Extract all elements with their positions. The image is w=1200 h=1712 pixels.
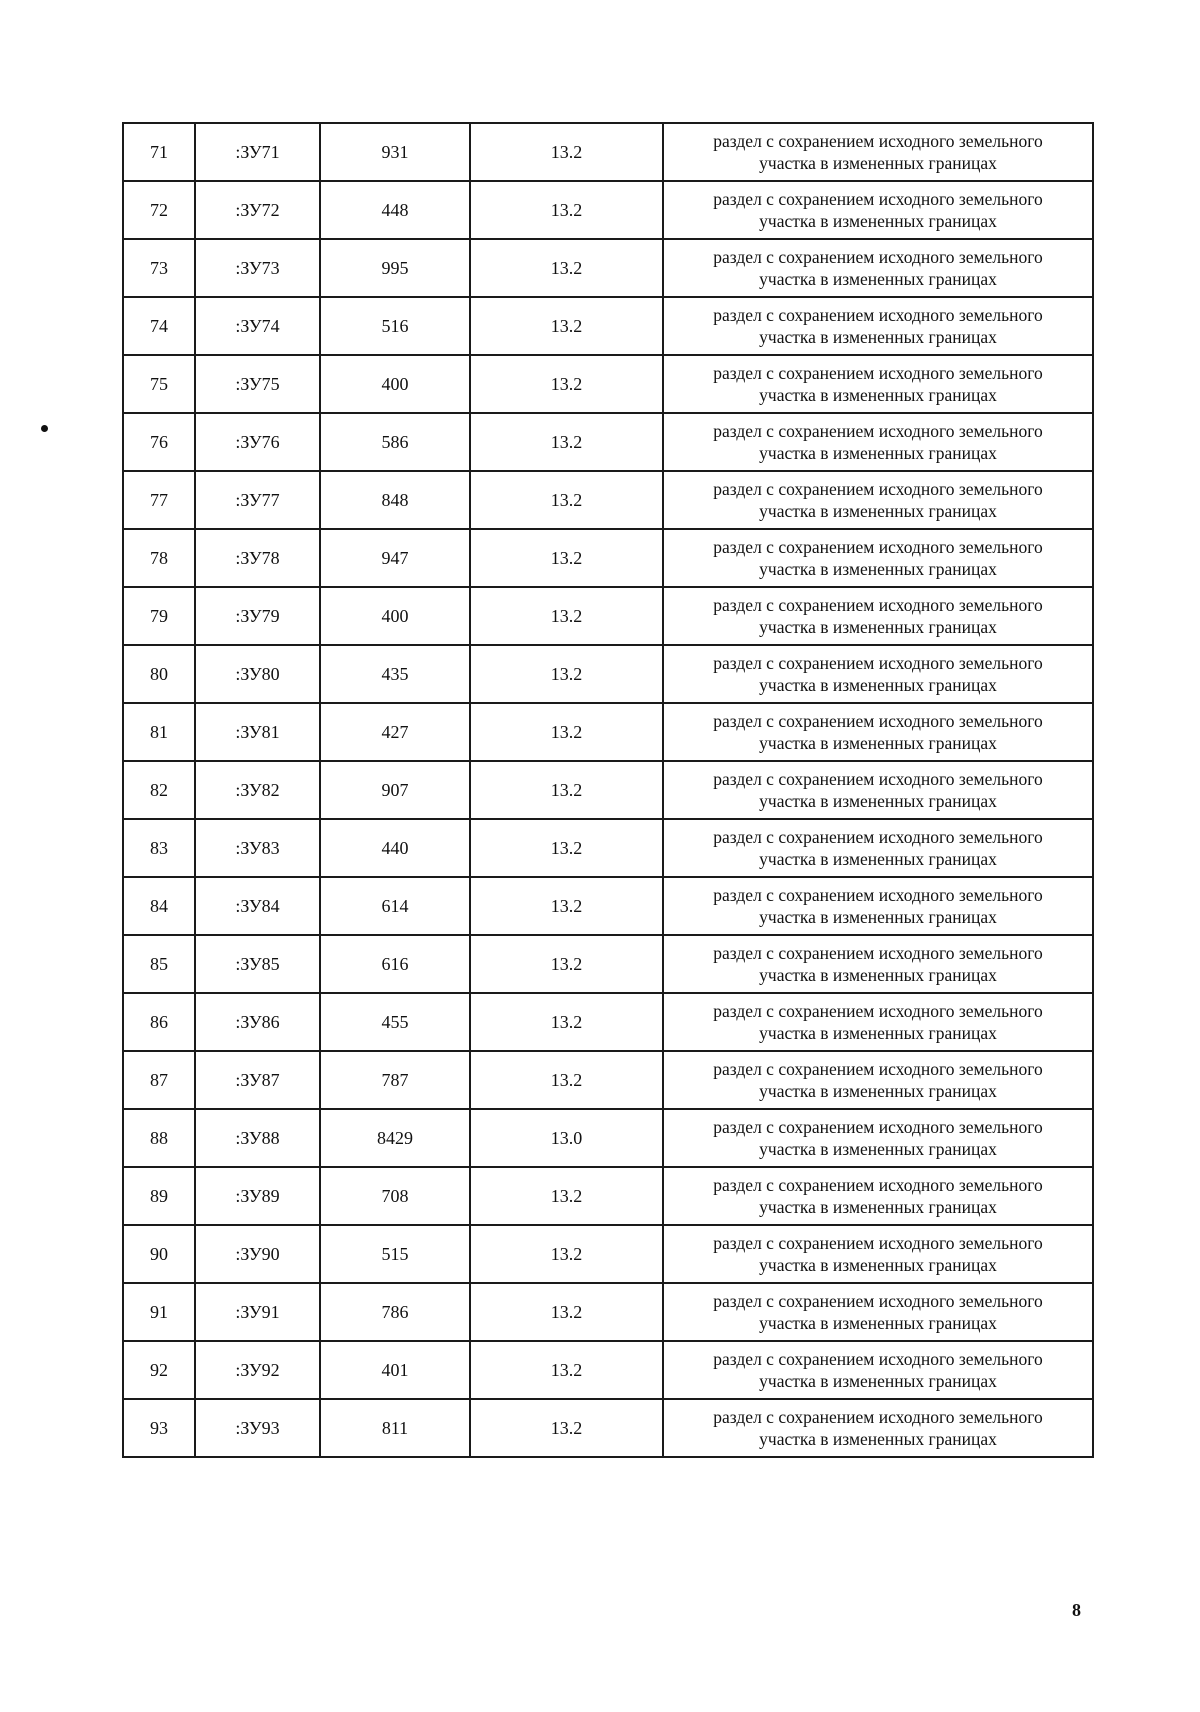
cell-area: 516	[320, 297, 470, 355]
cell-number: 85	[123, 935, 195, 993]
cell-number: 91	[123, 1283, 195, 1341]
description-line-1: раздел с сохранением исходного земельного	[713, 769, 1043, 789]
cell-description	[663, 1225, 1093, 1283]
table-row	[123, 1283, 1093, 1341]
description-line-2: участка в измененных границах	[759, 1255, 997, 1275]
description-line-2: участка в измененных границах	[759, 617, 997, 637]
cell-code: 13.2	[470, 471, 663, 529]
scan-mark	[41, 425, 48, 432]
cell-number: 74	[123, 297, 195, 355]
cell-plot-id: :ЗУ75	[195, 355, 320, 413]
description-line-2: участка в измененных границах	[759, 791, 997, 811]
description-line-2: участка в измененных границах	[759, 153, 997, 173]
description-line-1: раздел с сохранением исходного земельного	[713, 711, 1043, 731]
description-line-2: участка в измененных границах	[759, 1429, 997, 1449]
table-row	[123, 239, 1093, 297]
cell-description	[663, 413, 1093, 471]
cell-plot-id: :ЗУ77	[195, 471, 320, 529]
cell-code: 13.2	[470, 239, 663, 297]
cell-code: 13.2	[470, 703, 663, 761]
cell-number: 81	[123, 703, 195, 761]
cell-description	[663, 935, 1093, 993]
cell-area: 448	[320, 181, 470, 239]
cell-plot-id: :ЗУ86	[195, 993, 320, 1051]
cell-plot-id: :ЗУ87	[195, 1051, 320, 1109]
cell-code: 13.0	[470, 1109, 663, 1167]
table-row	[123, 1051, 1093, 1109]
cell-description	[663, 1109, 1093, 1167]
description-line-1: раздел с сохранением исходного земельного	[713, 189, 1043, 209]
cell-number: 80	[123, 645, 195, 703]
table-row	[123, 819, 1093, 877]
cell-area: 995	[320, 239, 470, 297]
description-line-1: раздел с сохранением исходного земельного	[713, 131, 1043, 151]
cell-area: 947	[320, 529, 470, 587]
cell-code: 13.2	[470, 1225, 663, 1283]
description-line-1: раздел с сохранением исходного земельного	[713, 943, 1043, 963]
description-line-1: раздел с сохранением исходного земельного	[713, 885, 1043, 905]
table-row	[123, 1109, 1093, 1167]
cell-plot-id: :ЗУ93	[195, 1399, 320, 1457]
cell-number: 90	[123, 1225, 195, 1283]
cell-code: 13.2	[470, 355, 663, 413]
description-line-2: участка в измененных границах	[759, 559, 997, 579]
page-number: 8	[1072, 1600, 1081, 1620]
cell-number: 75	[123, 355, 195, 413]
cell-area: 586	[320, 413, 470, 471]
cell-description	[663, 877, 1093, 935]
table-row	[123, 1225, 1093, 1283]
description-line-2: участка в измененных границах	[759, 1139, 997, 1159]
description-line-1: раздел с сохранением исходного земельного	[713, 653, 1043, 673]
description-line-1: раздел с сохранением исходного земельного	[713, 305, 1043, 325]
cell-plot-id: :ЗУ80	[195, 645, 320, 703]
description-line-2: участка в измененных границах	[759, 675, 997, 695]
cell-description	[663, 355, 1093, 413]
cell-plot-id: :ЗУ76	[195, 413, 320, 471]
cell-code: 13.2	[470, 297, 663, 355]
table-row	[123, 123, 1093, 181]
cell-description	[663, 703, 1093, 761]
cell-area: 787	[320, 1051, 470, 1109]
cell-description	[663, 297, 1093, 355]
description-line-2: участка в измененных границах	[759, 1023, 997, 1043]
cell-area: 786	[320, 1283, 470, 1341]
description-line-1: раздел с сохранением исходного земельного	[713, 1349, 1043, 1369]
cell-code: 13.2	[470, 1283, 663, 1341]
cell-code: 13.2	[470, 587, 663, 645]
cell-plot-id: :ЗУ81	[195, 703, 320, 761]
description-line-1: раздел с сохранением исходного земельного	[713, 537, 1043, 557]
cell-plot-id: :ЗУ83	[195, 819, 320, 877]
cell-area: 440	[320, 819, 470, 877]
description-line-2: участка в измененных границах	[759, 849, 997, 869]
cell-number: 79	[123, 587, 195, 645]
description-line-1: раздел с сохранением исходного земельного	[713, 421, 1043, 441]
description-line-2: участка в измененных границах	[759, 211, 997, 231]
cell-code: 13.2	[470, 413, 663, 471]
cell-plot-id: :ЗУ85	[195, 935, 320, 993]
cell-description	[663, 761, 1093, 819]
cell-description	[663, 181, 1093, 239]
cell-number: 71	[123, 123, 195, 181]
description-line-1: раздел с сохранением исходного земельного	[713, 363, 1043, 383]
cell-description	[663, 1283, 1093, 1341]
cell-description	[663, 1167, 1093, 1225]
cell-description	[663, 471, 1093, 529]
table-row	[123, 297, 1093, 355]
cell-number: 87	[123, 1051, 195, 1109]
cell-number: 88	[123, 1109, 195, 1167]
cell-code: 13.2	[470, 877, 663, 935]
description-line-1: раздел с сохранением исходного земельного	[713, 1407, 1043, 1427]
cell-number: 89	[123, 1167, 195, 1225]
cell-plot-id: :ЗУ73	[195, 239, 320, 297]
cell-code: 13.2	[470, 935, 663, 993]
table-row	[123, 471, 1093, 529]
cell-description	[663, 1051, 1093, 1109]
description-line-1: раздел с сохранением исходного земельного	[713, 1233, 1043, 1253]
cell-description	[663, 587, 1093, 645]
cell-plot-id: :ЗУ91	[195, 1283, 320, 1341]
cell-area: 515	[320, 1225, 470, 1283]
cell-description	[663, 123, 1093, 181]
description-line-2: участка в измененных границах	[759, 1081, 997, 1101]
table-row	[123, 645, 1093, 703]
cell-description	[663, 529, 1093, 587]
description-line-2: участка в измененных границах	[759, 1371, 997, 1391]
cell-number: 76	[123, 413, 195, 471]
cell-code: 13.2	[470, 181, 663, 239]
cell-plot-id: :ЗУ84	[195, 877, 320, 935]
description-line-2: участка в измененных границах	[759, 443, 997, 463]
cell-area: 435	[320, 645, 470, 703]
cell-number: 82	[123, 761, 195, 819]
cell-number: 84	[123, 877, 195, 935]
cell-plot-id: :ЗУ78	[195, 529, 320, 587]
cell-area: 401	[320, 1341, 470, 1399]
description-line-2: участка в измененных границах	[759, 965, 997, 985]
cell-code: 13.2	[470, 1051, 663, 1109]
cell-code: 13.2	[470, 529, 663, 587]
cell-code: 13.2	[470, 993, 663, 1051]
table-row	[123, 1341, 1093, 1399]
cell-description	[663, 993, 1093, 1051]
cell-plot-id: :ЗУ88	[195, 1109, 320, 1167]
cell-number: 93	[123, 1399, 195, 1457]
cell-area: 708	[320, 1167, 470, 1225]
description-line-1: раздел с сохранением исходного земельного	[713, 1175, 1043, 1195]
table-row	[123, 355, 1093, 413]
cell-area: 907	[320, 761, 470, 819]
description-line-2: участка в измененных границах	[759, 501, 997, 521]
description-line-2: участка в измененных границах	[759, 1197, 997, 1217]
table-row	[123, 1399, 1093, 1457]
cell-number: 77	[123, 471, 195, 529]
cell-number: 78	[123, 529, 195, 587]
table-row	[123, 413, 1093, 471]
description-line-1: раздел с сохранением исходного земельного	[713, 1117, 1043, 1137]
cell-plot-id: :ЗУ90	[195, 1225, 320, 1283]
table-body	[123, 123, 1093, 1457]
cell-number: 83	[123, 819, 195, 877]
description-line-2: участка в измененных границах	[759, 1313, 997, 1333]
cell-description	[663, 645, 1093, 703]
cell-area: 616	[320, 935, 470, 993]
cell-code: 13.2	[470, 645, 663, 703]
cell-area: 400	[320, 587, 470, 645]
description-line-1: раздел с сохранением исходного земельного	[713, 1001, 1043, 1021]
table-row	[123, 529, 1093, 587]
table-row	[123, 935, 1093, 993]
cell-number: 73	[123, 239, 195, 297]
description-line-1: раздел с сохранением исходного земельного	[713, 247, 1043, 267]
cell-number: 86	[123, 993, 195, 1051]
cell-description	[663, 1399, 1093, 1457]
description-line-1: раздел с сохранением исходного земельного	[713, 1059, 1043, 1079]
table-row	[123, 993, 1093, 1051]
cell-plot-id: :ЗУ82	[195, 761, 320, 819]
cell-area: 427	[320, 703, 470, 761]
cell-area: 811	[320, 1399, 470, 1457]
cell-plot-id: :ЗУ92	[195, 1341, 320, 1399]
table-row	[123, 703, 1093, 761]
land-plots-table	[122, 122, 1094, 1458]
cell-area: 400	[320, 355, 470, 413]
cell-code: 13.2	[470, 761, 663, 819]
cell-plot-id: :ЗУ71	[195, 123, 320, 181]
cell-number: 72	[123, 181, 195, 239]
cell-area: 931	[320, 123, 470, 181]
table-row	[123, 1167, 1093, 1225]
cell-plot-id: :ЗУ79	[195, 587, 320, 645]
table-row	[123, 877, 1093, 935]
description-line-2: участка в измененных границах	[759, 907, 997, 927]
cell-code: 13.2	[470, 123, 663, 181]
description-line-2: участка в измененных границах	[759, 733, 997, 753]
cell-code: 13.2	[470, 1341, 663, 1399]
cell-plot-id: :ЗУ74	[195, 297, 320, 355]
cell-code: 13.2	[470, 1399, 663, 1457]
cell-plot-id: :ЗУ72	[195, 181, 320, 239]
cell-area: 848	[320, 471, 470, 529]
description-line-2: участка в измененных границах	[759, 269, 997, 289]
description-line-2: участка в измененных границах	[759, 385, 997, 405]
description-line-2: участка в измененных границах	[759, 327, 997, 347]
cell-description	[663, 1341, 1093, 1399]
cell-code: 13.2	[470, 1167, 663, 1225]
description-line-1: раздел с сохранением исходного земельного	[713, 827, 1043, 847]
cell-code: 13.2	[470, 819, 663, 877]
description-line-1: раздел с сохранением исходного земельного	[713, 1291, 1043, 1311]
table-row	[123, 181, 1093, 239]
cell-area: 614	[320, 877, 470, 935]
cell-area: 455	[320, 993, 470, 1051]
cell-area: 8429	[320, 1109, 470, 1167]
description-line-1: раздел с сохранением исходного земельного	[713, 479, 1043, 499]
cell-number: 92	[123, 1341, 195, 1399]
cell-description	[663, 819, 1093, 877]
cell-plot-id: :ЗУ89	[195, 1167, 320, 1225]
table-row	[123, 587, 1093, 645]
table-row	[123, 761, 1093, 819]
cell-description	[663, 239, 1093, 297]
description-line-1: раздел с сохранением исходного земельного	[713, 595, 1043, 615]
